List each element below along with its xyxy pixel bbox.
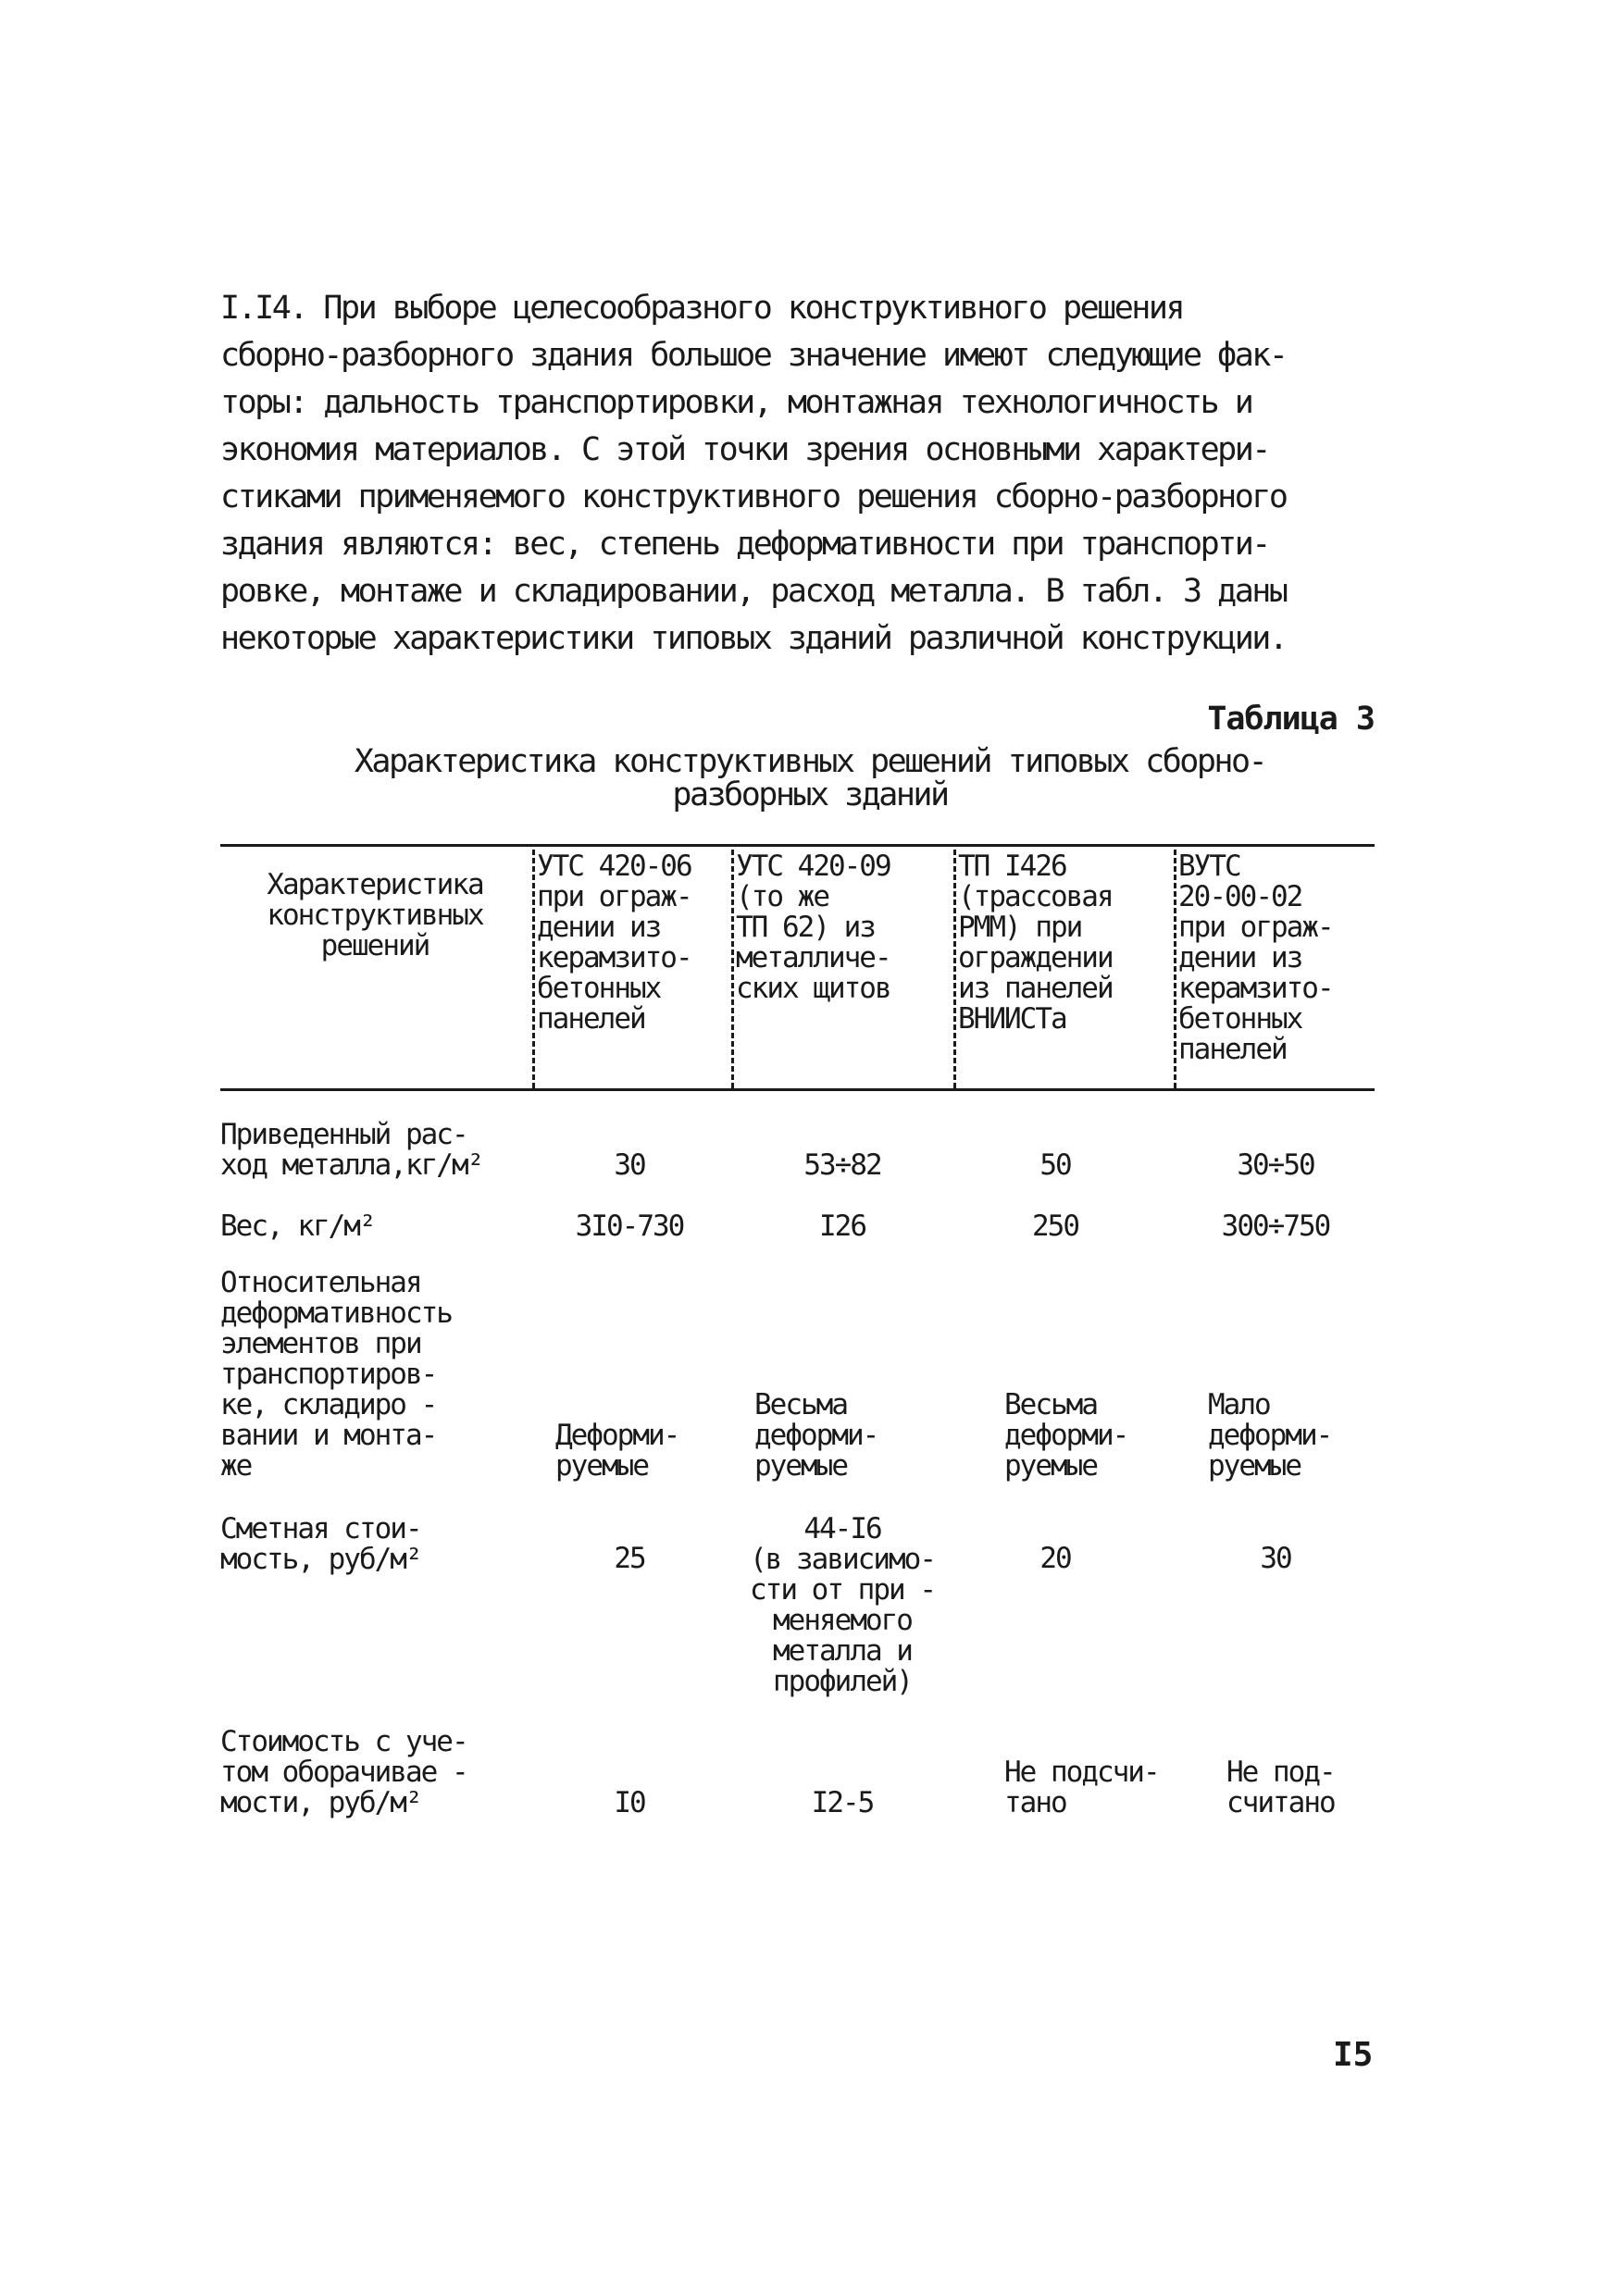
header-tp-1426: ТП I426 (трассовая РММ) при ограждении из панелей ВНИИСТа: [958, 850, 1113, 1036]
cell-value: 30÷50: [1237, 1148, 1314, 1182]
cell-value: 300÷750: [1221, 1210, 1330, 1243]
row-label-weight: Вес, кг/м²: [220, 1210, 375, 1243]
cell-value: Не под- считано: [1226, 1756, 1335, 1819]
cell-value: Весьма деформи- руемые: [1004, 1388, 1128, 1483]
header-vuts-20-00-02: ВУТС 20-00-02 при ограж- дении из керамзито- бетонных панелей: [1178, 850, 1333, 1066]
column-divider: [532, 850, 535, 1088]
cell-value: 250: [1032, 1210, 1078, 1243]
cell-value: Весьма деформи- руемые: [754, 1388, 878, 1483]
table-label: Таблица 3: [1207, 701, 1375, 738]
cell-value: 44-I6 (в зависимо- сти от при - меняемого металла и профилей): [750, 1512, 935, 1698]
cell-value: 20: [1039, 1542, 1071, 1575]
header-characteristic: Характеристика конструктивных решений: [267, 868, 483, 962]
body-paragraph: I.I4. При выборе целесообразного конструктивного решения сборно-разборного здания большое значение имеют следующие фак- торы: дальность транспортировки, монтажная технологичность и экономия материалов. С этой точки зрения основными характери- стиками применяемого конструктивного решения сборно-разборного здания являются: вес, степень деформативности при транспорти- ровке, монтаже и складировании, расход металла. В табл. 3 даны некоторые характеристики типовых зданий различной конструкции.: [220, 290, 1287, 657]
row-label-metal-consumption: Приведенный рас- ход металла,кг/м²: [220, 1118, 483, 1182]
table-top-rule: [220, 844, 1375, 847]
row-label-estimated-cost: Сметная стои- мость, руб/м²: [220, 1512, 421, 1576]
row-label-turnover-cost: Стоимость с уче- том оборачивае - мости, руб/м²: [220, 1725, 467, 1819]
cell-value: I26: [819, 1210, 865, 1243]
column-divider: [731, 850, 734, 1088]
cell-value: 3I0-730: [575, 1210, 684, 1243]
cell-value: I2-5: [811, 1786, 874, 1819]
row-label-deformability: Относительная деформативность элементов при транспортиров- ке, складиро - вании и монта- же: [220, 1266, 452, 1483]
cell-value: 25: [614, 1542, 645, 1575]
table-header-rule: [220, 1088, 1375, 1091]
column-divider: [953, 850, 956, 1088]
cell-value: I0: [614, 1786, 645, 1819]
cell-value: Не подсчи- тано: [1004, 1756, 1159, 1819]
cell-value: 53÷82: [803, 1148, 881, 1182]
cell-value: 50: [1039, 1148, 1071, 1182]
cell-value: Мало деформи- руемые: [1208, 1388, 1332, 1483]
header-uts-420-09: УТС 420-09 (то же ТП 62) из металличе- ских щитов: [736, 850, 890, 1005]
column-divider: [1174, 850, 1176, 1088]
page-number: I5: [1333, 2036, 1374, 2074]
cell-value: Деформи- руемые: [555, 1419, 679, 1483]
header-uts-420-06: УТС 420-06 при ограж- дении из керамзито- бетонных панелей: [537, 850, 691, 1036]
cell-value: 30: [1260, 1542, 1291, 1575]
table-title: Характеристика конструктивных решений типовых сборно- разборных зданий: [354, 743, 1266, 813]
cell-value: 30: [614, 1148, 645, 1182]
